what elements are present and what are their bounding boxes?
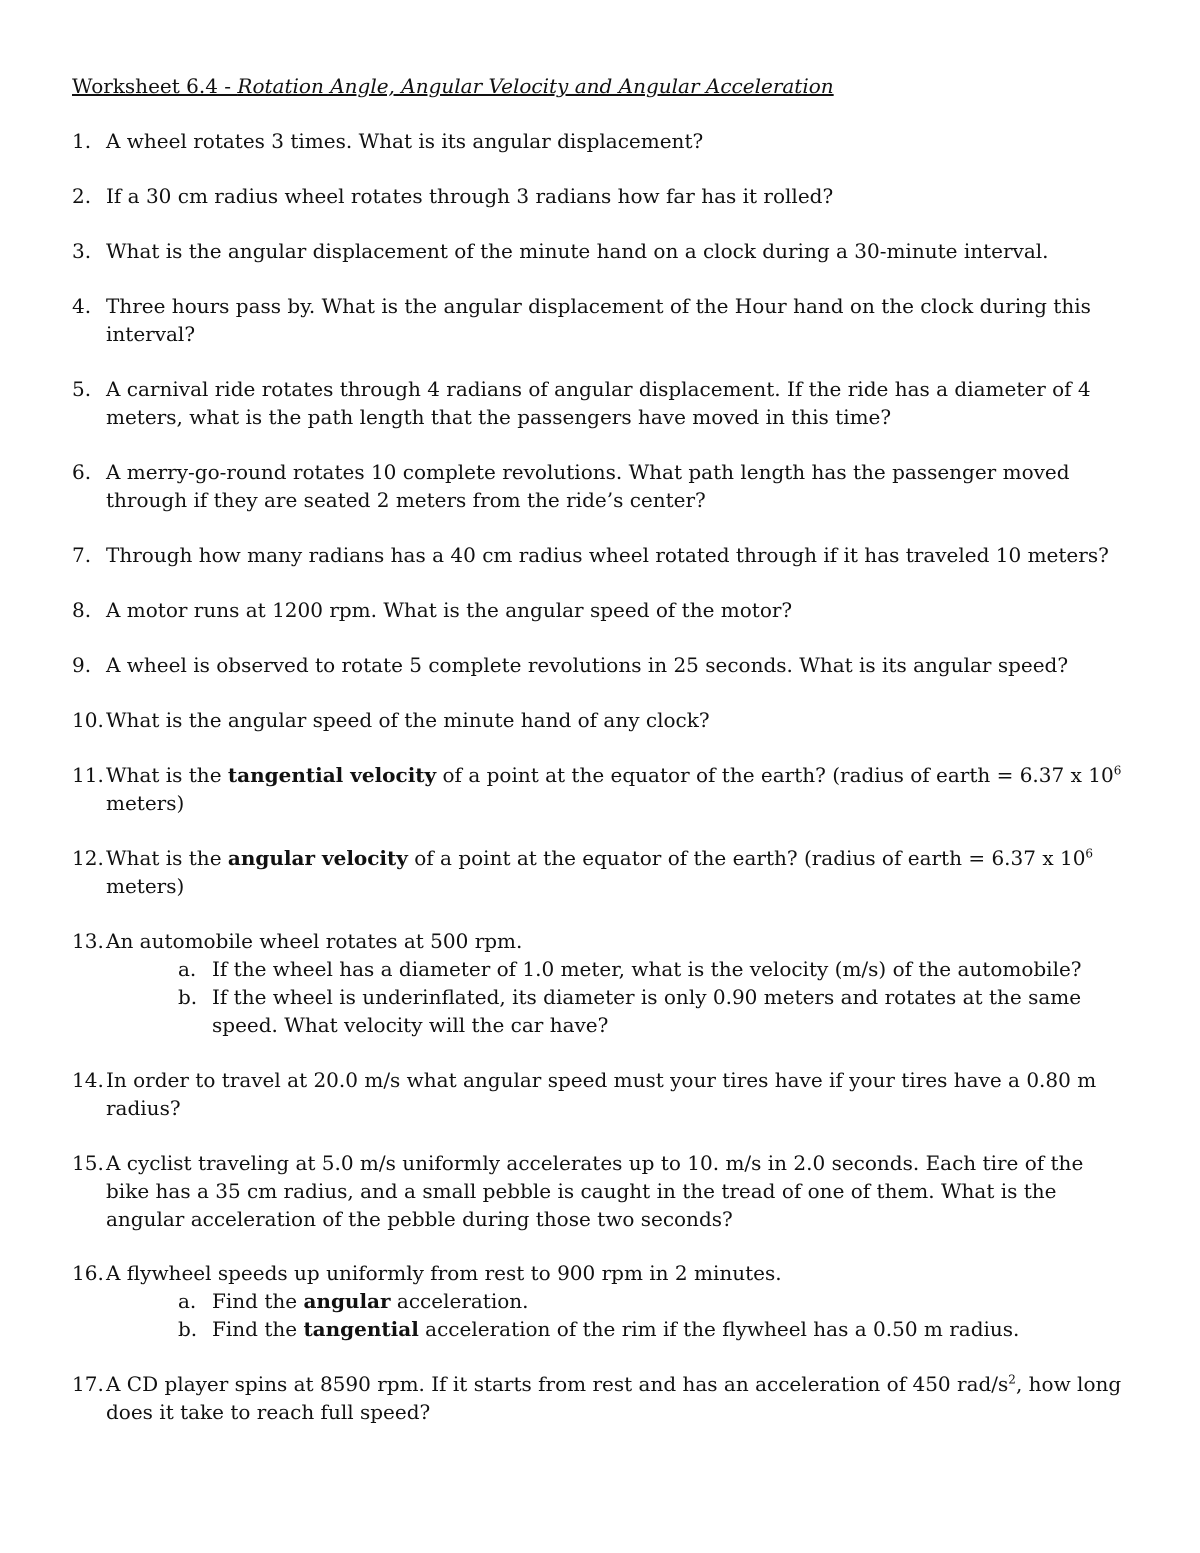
- exponent: 6: [1113, 763, 1122, 778]
- question-text: What is the angular speed of the minute hand of any clock?: [106, 708, 710, 732]
- question-text: A merry-go-round rotates 10 complete revolutions. What path length has the passenger moved through if they are seated 2 meters from the ride’s center?: [106, 460, 1070, 512]
- question-text: What is the angular velocity of a point at the equator of the earth? (radius of earth = 6.37 x $10^6$ meters): [106, 846, 1094, 898]
- question-4: [72, 292, 1132, 348]
- question-number: 15.: [72, 1151, 104, 1175]
- subquestion-letter: a.: [178, 957, 197, 981]
- exponent: 2: [1008, 1372, 1016, 1387]
- question-text: What is the angular displacement of the minute hand on a clock during a 30-minute interval.: [106, 239, 1049, 263]
- question-5: [72, 375, 1132, 431]
- question-1: [72, 127, 1132, 155]
- title-prefix: Worksheet 6.4 -: [72, 74, 238, 98]
- question-number: 7.: [72, 543, 92, 567]
- question-11: [72, 761, 1132, 817]
- subquestion-text: If the wheel has a diameter of 1.0 meter, what is the velocity (m/s) of the automobile?: [212, 957, 1082, 981]
- subquestion-text: If the wheel is underinflated, its diameter is only 0.90 meters and rotates at the same speed. What velocity will the car have?: [212, 985, 1082, 1037]
- question-7: [72, 541, 1132, 569]
- question-16: [72, 1259, 1132, 1287]
- emphasis-text: angular: [303, 1289, 391, 1313]
- question-text: What is the tangential velocity of a point at the equator of the earth? (radius of earth = 6.37 x $10^6$ meters): [106, 763, 1122, 815]
- question-17: [72, 1370, 1132, 1426]
- question-text: Three hours pass by. What is the angular displacement of the Hour hand on the clock during this interval?: [106, 294, 1091, 346]
- question-text: A wheel is observed to rotate 5 complete revolutions in 25 seconds. What is its angular speed?: [106, 653, 1069, 677]
- subquestion-text: Find the tangential acceleration of the rim if the flywheel has a 0.50 m radius.: [212, 1317, 1020, 1341]
- question-12: [72, 844, 1132, 900]
- question-number: 12.: [72, 846, 104, 870]
- question-number: 3.: [72, 239, 92, 263]
- question-text: A flywheel speeds up uniformly from rest to 900 rpm in 2 minutes.: [106, 1261, 782, 1285]
- question-number: 1.: [72, 129, 92, 153]
- question-number: 6.: [72, 460, 92, 484]
- subquestion-letter: a.: [178, 1289, 197, 1313]
- question-6: [72, 458, 1132, 514]
- question-text: Through how many radians has a 40 cm radius wheel rotated through if it has traveled 10 meters?: [106, 543, 1109, 567]
- question-text: In order to travel at 20.0 m/s what angular speed must your tires have if your tires have a 0.80 m radius?: [106, 1068, 1097, 1120]
- question-text: A wheel rotates 3 times. What is its angular displacement?: [106, 129, 704, 153]
- question-text: A CD player spins at 8590 rpm. If it starts from rest and has an acceleration of 450 rad/$s^2$, how long does it take to reach full speed?: [106, 1372, 1122, 1424]
- question-number: 9.: [72, 653, 92, 677]
- question-number: 8.: [72, 598, 92, 622]
- emphasis-text: tangential: [303, 1317, 419, 1341]
- question-number: 13.: [72, 929, 104, 953]
- question-13a: [178, 955, 1098, 983]
- emphasis-text: tangential velocity: [227, 763, 437, 787]
- question-10: [72, 706, 1132, 734]
- question-9: [72, 651, 1132, 679]
- question-16b: [178, 1315, 1098, 1343]
- subquestion-text: Find the angular acceleration.: [212, 1289, 529, 1313]
- question-text: A motor runs at 1200 rpm. What is the angular speed of the motor?: [106, 598, 793, 622]
- question-3: [72, 237, 1132, 265]
- question-text: A carnival ride rotates through 4 radians of angular displacement. If the ride has a diameter of 4 meters, what is the path length that the passengers have moved in this time?: [106, 377, 1091, 429]
- emphasis-text: angular velocity: [227, 846, 408, 870]
- question-text: A cyclist traveling at 5.0 m/s uniformly accelerates up to 10. m/s in 2.0 seconds. Each tire of the bike has a 35 cm radius, and a small pebble is caught in the tread of one of them. What is the angular acceleration of the pebble during those two seconds?: [106, 1151, 1084, 1231]
- page-title: [72, 72, 834, 100]
- question-number: 11.: [72, 763, 104, 787]
- question-8: [72, 596, 1132, 624]
- question-2: [72, 182, 1132, 210]
- question-number: 2.: [72, 184, 92, 208]
- question-number: 5.: [72, 377, 92, 401]
- question-number: 14.: [72, 1068, 104, 1092]
- question-number: 10.: [72, 708, 104, 732]
- subquestion-letter: b.: [178, 1317, 198, 1341]
- question-13b: [178, 983, 1098, 1039]
- subquestion-letter: b.: [178, 985, 198, 1009]
- question-number: 17.: [72, 1372, 104, 1396]
- exponent: 6: [1085, 846, 1094, 861]
- question-14: [72, 1066, 1132, 1122]
- question-text: An automobile wheel rotates at 500 rpm.: [106, 929, 523, 953]
- question-number: 4.: [72, 294, 92, 318]
- question-text: If a 30 cm radius wheel rotates through 3 radians how far has it rolled?: [106, 184, 834, 208]
- question-number: 16.: [72, 1261, 104, 1285]
- question-15: [72, 1149, 1132, 1233]
- question-13: [72, 927, 1132, 955]
- title-subtitle: Rotation Angle, Angular Velocity and Angular Acceleration: [237, 74, 834, 98]
- question-16a: [178, 1287, 1098, 1315]
